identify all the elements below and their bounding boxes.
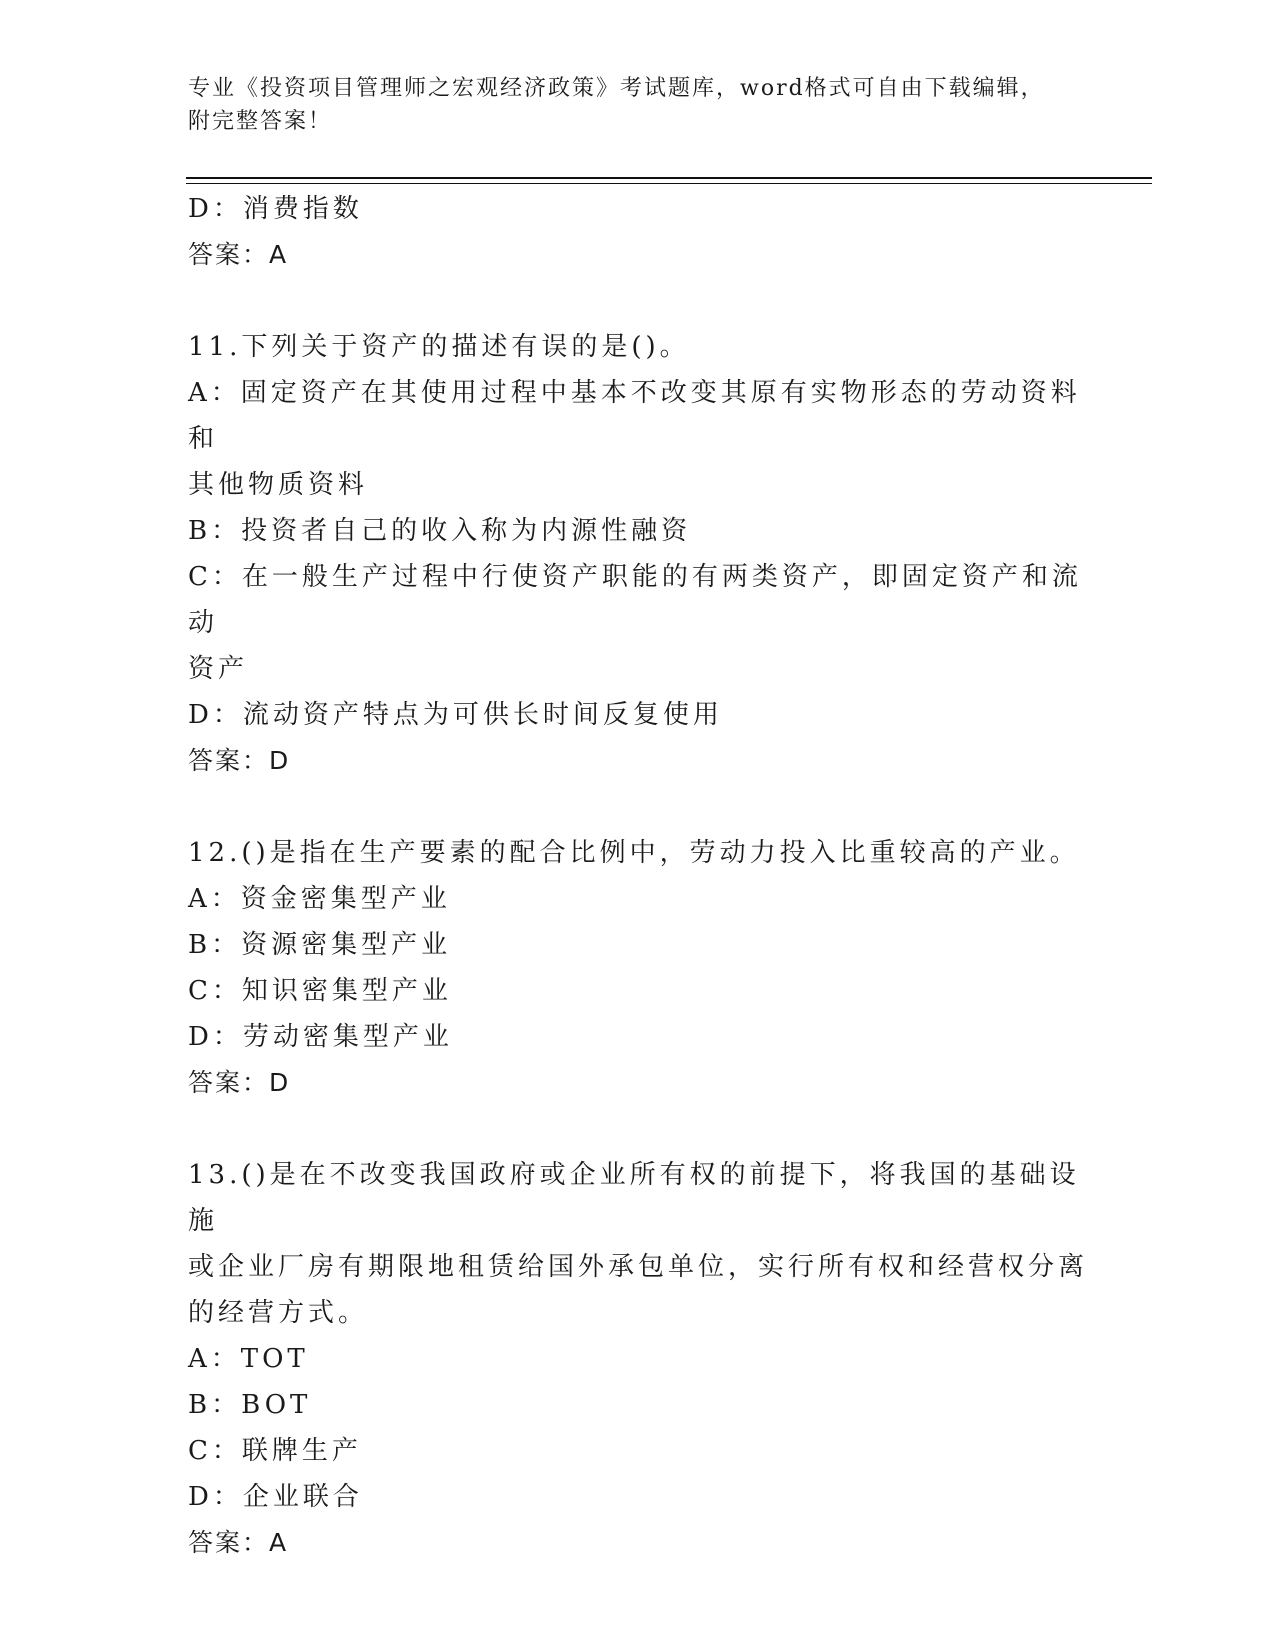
answer-line: 答案：A: [188, 1528, 289, 1557]
option-line: A：TOT: [188, 1344, 309, 1374]
question-stem: 11.下列关于资产的描述有误的是()。: [188, 332, 690, 362]
option-line: C：在一般生产过程中行使资产职能的有两类资产，即固定资产和流动: [188, 562, 1082, 638]
question-stem: 12.()是指在生产要素的配合比例中，劳动力投入比重较高的产业。: [188, 838, 1080, 868]
option-line: C：联牌生产: [188, 1436, 362, 1466]
question-12: [188, 830, 1088, 1106]
option-line: C：知识密集型产业: [188, 976, 452, 1006]
option-line: B：投资者自己的收入称为内源性融资: [188, 516, 692, 546]
question-stem: 的经营方式。: [188, 1298, 369, 1328]
spacer: [188, 1106, 1088, 1152]
spacer: [188, 784, 1088, 830]
option-line: B：资源密集型产业: [188, 930, 452, 960]
option-line: A：固定资产在其使用过程中基本不改变其原有实物形态的劳动资料和: [188, 378, 1081, 454]
spacer: [188, 278, 1088, 324]
option-line: D：劳动密集型产业: [188, 1022, 453, 1052]
option-line: B：BOT: [188, 1390, 312, 1420]
question-stem: 13.()是在不改变我国政府或企业所有权的前提下，将我国的基础设施: [188, 1160, 1080, 1236]
option-line: 资产: [188, 654, 249, 684]
header-divider: [186, 177, 1152, 184]
question-stem: 或企业厂房有期限地租赁给国外承包单位，实行所有权和经营权分离: [188, 1252, 1089, 1282]
question-13: [188, 1152, 1088, 1566]
option-line: D：企业联合: [188, 1482, 363, 1512]
page-header: [188, 72, 1088, 138]
answer-line: 答案：D: [188, 746, 291, 775]
header-line-1: 专业《投资项目管理师之宏观经济政策》考试题库，word格式可自由下载编辑，: [188, 76, 1045, 101]
prev-option-d: D：消费指数: [188, 194, 363, 224]
question-11: [188, 324, 1088, 784]
prev-answer: 答案：A: [188, 240, 289, 269]
option-line: 其他物质资料: [188, 470, 369, 500]
option-line: D：流动资产特点为可供长时间反复使用: [188, 700, 723, 730]
document-body: [188, 186, 1088, 1566]
header-line-2: 附完整答案！: [188, 109, 333, 134]
answer-line: 答案：D: [188, 1068, 291, 1097]
option-line: A：资金密集型产业: [188, 884, 451, 914]
